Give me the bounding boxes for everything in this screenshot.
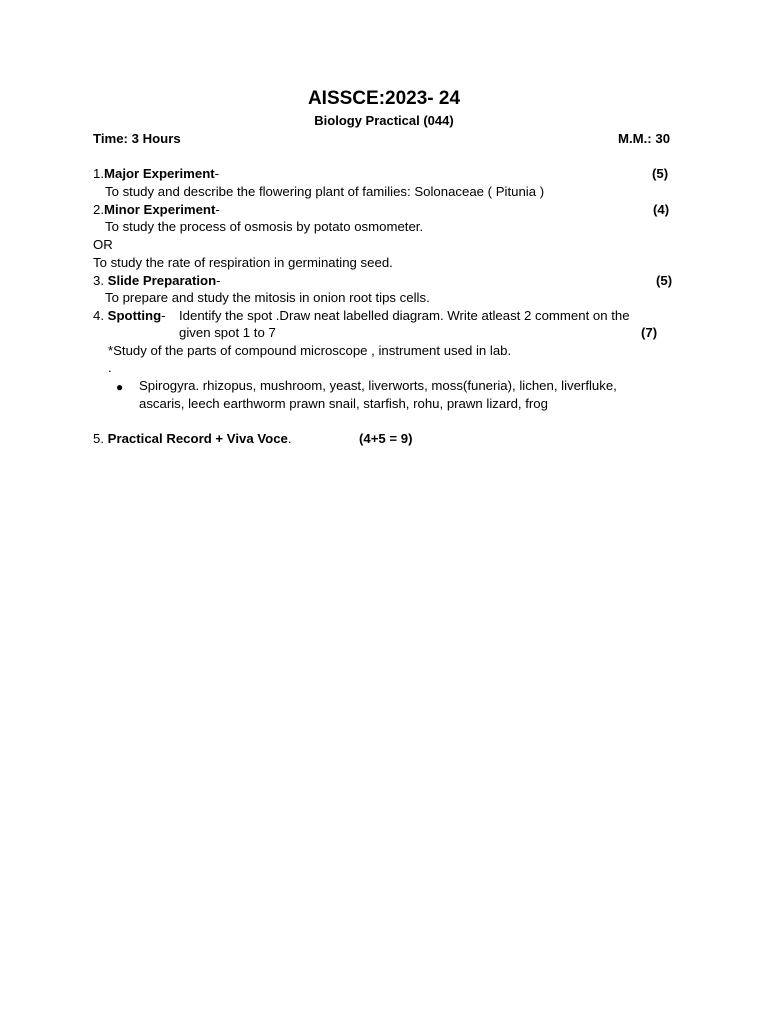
section3-marks: (5) (656, 273, 673, 288)
section4-title: Spotting (107, 308, 162, 323)
section2-title: Minor Experiment (104, 202, 216, 217)
section3-number: 3. (93, 273, 108, 288)
section4-text-line2: given spot 1 to 7 (179, 325, 276, 340)
section4-heading (93, 308, 166, 324)
page-subtitle: Biology Practical (044) (314, 113, 454, 128)
section2-heading (93, 202, 220, 218)
section4-marks: (7) (641, 325, 658, 340)
section3-title: Slide Preparation (107, 273, 217, 288)
section1-title: Major Experiment (104, 166, 215, 181)
section2-number: 2. (93, 202, 104, 217)
section3-heading (93, 273, 221, 289)
section1-heading (93, 166, 219, 182)
section5-title: Practical Record + Viva Voce (107, 431, 288, 446)
section1-number: 1. (93, 166, 104, 181)
section3-suffix: - (216, 273, 221, 288)
section2-alt-text: To study the rate of respiration in germinating seed. (93, 255, 393, 270)
page-title: AISSCE:2023- 24 (307, 88, 461, 109)
section5-number: 5. (93, 431, 108, 446)
specimen-list-line1: Spirogyra. rhizopus, mushroom, yeast, liverworts, moss(funeria), lichen, liverfluke, (139, 378, 617, 393)
section4-dot: . (108, 360, 112, 375)
max-marks-label: M.M.: 30 (618, 131, 671, 146)
section3-text: To prepare and study the mitosis in onion root tips cells. (105, 290, 430, 305)
bullet-icon: ● (116, 380, 124, 394)
section5-heading (93, 431, 292, 447)
section2-text: To study the process of osmosis by potato osmometer. (105, 219, 424, 234)
specimen-list-line2: ascaris, leech earthworm prawn snail, starfish, rohu, prawn lizard, frog (139, 396, 548, 411)
section4-suffix: - (161, 308, 166, 323)
section1-suffix: - (214, 166, 220, 181)
section5-marks: (4+5 = 9) (359, 431, 413, 446)
section4-number: 4. (93, 308, 108, 323)
section4-microscope-text: *Study of the parts of compound microscope , instrument used in lab. (108, 343, 512, 358)
section4-text-line1: Identify the spot .Draw neat labelled diagram. Write atleast 2 comment on the (179, 308, 630, 323)
section5-suffix: . (287, 431, 292, 446)
section1-text: To study and describe the flowering plant of families: Solonaceae ( Pitunia ) (105, 184, 545, 199)
time-label: Time: 3 Hours (93, 131, 181, 146)
section2-suffix: - (215, 202, 220, 217)
section2-or: OR (93, 237, 113, 252)
section1-marks: (5) (652, 166, 669, 181)
section2-marks: (4) (653, 202, 670, 217)
